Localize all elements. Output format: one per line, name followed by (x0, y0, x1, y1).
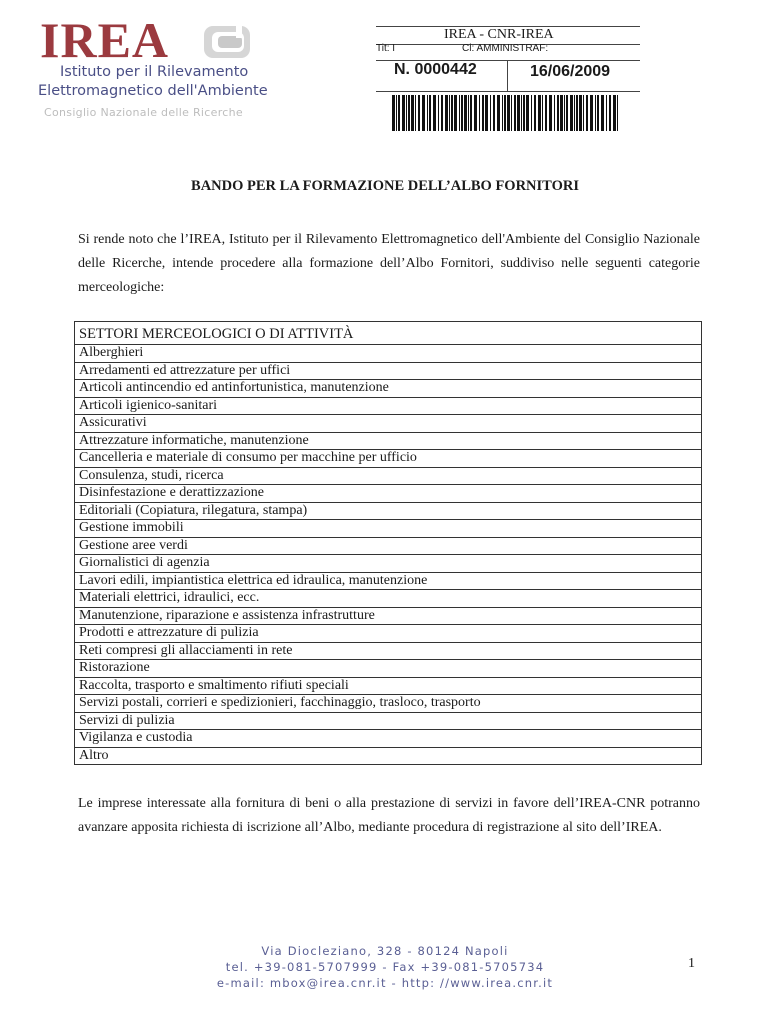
category-cell: Articoli igienico-sanitari (75, 397, 702, 415)
table-row (75, 467, 702, 485)
table-row (75, 362, 702, 380)
table-row (75, 590, 702, 608)
table-row (75, 660, 702, 678)
logo-wordmark: IREA (40, 12, 170, 68)
table-header: SETTORI MERCEOLOGICI O DI ATTIVITÀ (75, 322, 702, 345)
category-cell: Alberghieri (75, 345, 702, 363)
table-header-row (75, 322, 702, 345)
table-row (75, 642, 702, 660)
table-row (75, 712, 702, 730)
table-row (75, 397, 702, 415)
table-row (75, 537, 702, 555)
category-cell: Servizi di pulizia (75, 712, 702, 730)
closing-paragraph: Le imprese interessate alla fornitura di beni o alla prestazione di servizi in favore dell’IREA-CNR potranno avanzare apposita richiesta di iscrizione all’Albo, mediante procedura di registrazione al sito dell’IREA. (78, 796, 700, 835)
table-row (75, 450, 702, 468)
category-cell: Attrezzature informatiche, manutenzione (75, 432, 702, 450)
institute-name-line2: Elettromagnetico dell'Ambiente (38, 83, 268, 99)
stamp-tit-label: Tit: I (376, 43, 396, 54)
stamp-class-label: Cl: AMMINISTRAF: (462, 43, 549, 54)
category-cell: Reti compresi gli allacciamenti in rete (75, 642, 702, 660)
category-cell: Manutenzione, riparazione e assistenza infrastrutture (75, 607, 702, 625)
table-row (75, 432, 702, 450)
category-cell: Articoli antincendio ed antinfortunistica, manutenzione (75, 380, 702, 398)
stamp-title: IREA - CNR-IREA (444, 27, 554, 42)
categories-table (74, 321, 702, 765)
institute-name-line1: Istituto per il Rilevamento (60, 64, 249, 80)
table-row (75, 695, 702, 713)
category-cell: Servizi postali, corrieri e spedizionieri, facchinaggio, trasloco, trasporto (75, 695, 702, 713)
category-cell: Lavori edili, impiantistica elettrica ed idraulica, manutenzione (75, 572, 702, 590)
table-row (75, 730, 702, 748)
page-number: 1 (688, 956, 695, 971)
barcode-icon (392, 95, 620, 131)
table-row (75, 380, 702, 398)
table-row (75, 572, 702, 590)
table-row (75, 345, 702, 363)
category-cell: Arredamenti ed attrezzature per uffici (75, 362, 702, 380)
stamp-rule (376, 91, 640, 92)
table-row (75, 607, 702, 625)
category-cell: Editoriali (Copiatura, rilegatura, stampa) (75, 502, 702, 520)
stamp-divider (507, 61, 508, 91)
category-cell: Vigilanza e custodia (75, 730, 702, 748)
footer-phone: tel. +39-081-5707999 - Fax +39-081-5705734 (225, 960, 545, 974)
category-cell: Giornalistici di agenzia (75, 555, 702, 573)
category-cell: Prodotti e attrezzature di pulizia (75, 625, 702, 643)
intro-paragraph: Si rende noto che l’IREA, Istituto per il Rilevamento Elettromagnetico dell'Ambiente del Consiglio Nazionale delle Ricerche, intende procedere alla formazione dell’Albo Fornitori, suddiviso nelle seguenti categorie merceologiche: (78, 232, 700, 295)
parent-organization: Consiglio Nazionale delle Ricerche (44, 106, 243, 119)
table-row (75, 415, 702, 433)
document-title: BANDO PER LA FORMAZIONE DELL’ALBO FORNITORI (191, 178, 579, 194)
category-cell: Consulenza, studi, ricerca (75, 467, 702, 485)
category-cell: Altro (75, 747, 702, 765)
protocol-date: 16/06/2009 (530, 63, 611, 80)
category-cell: Cancelleria e materiale di consumo per macchine per ufficio (75, 450, 702, 468)
category-cell: Gestione immobili (75, 520, 702, 538)
footer-contact: e-mail: mbox@irea.cnr.it - http: //www.irea.cnr.it (216, 976, 554, 990)
table-row (75, 555, 702, 573)
category-cell: Materiali elettrici, idraulici, ecc. (75, 590, 702, 608)
table-row (75, 485, 702, 503)
table-row (75, 747, 702, 765)
footer-address: Via Diocleziano, 328 - 80124 Napoli (261, 944, 509, 958)
category-cell: Gestione aree verdi (75, 537, 702, 555)
table-row (75, 677, 702, 695)
table-row (75, 625, 702, 643)
table-row (75, 502, 702, 520)
category-cell: Ristorazione (75, 660, 702, 678)
category-cell: Disinfestazione e derattizzazione (75, 485, 702, 503)
category-cell: Raccolta, trasporto e smaltimento rifiuti speciali (75, 677, 702, 695)
table-row (75, 520, 702, 538)
protocol-number: N. 0000442 (394, 61, 477, 78)
category-cell: Assicurativi (75, 415, 702, 433)
irea-logo-mark-icon (202, 22, 254, 62)
